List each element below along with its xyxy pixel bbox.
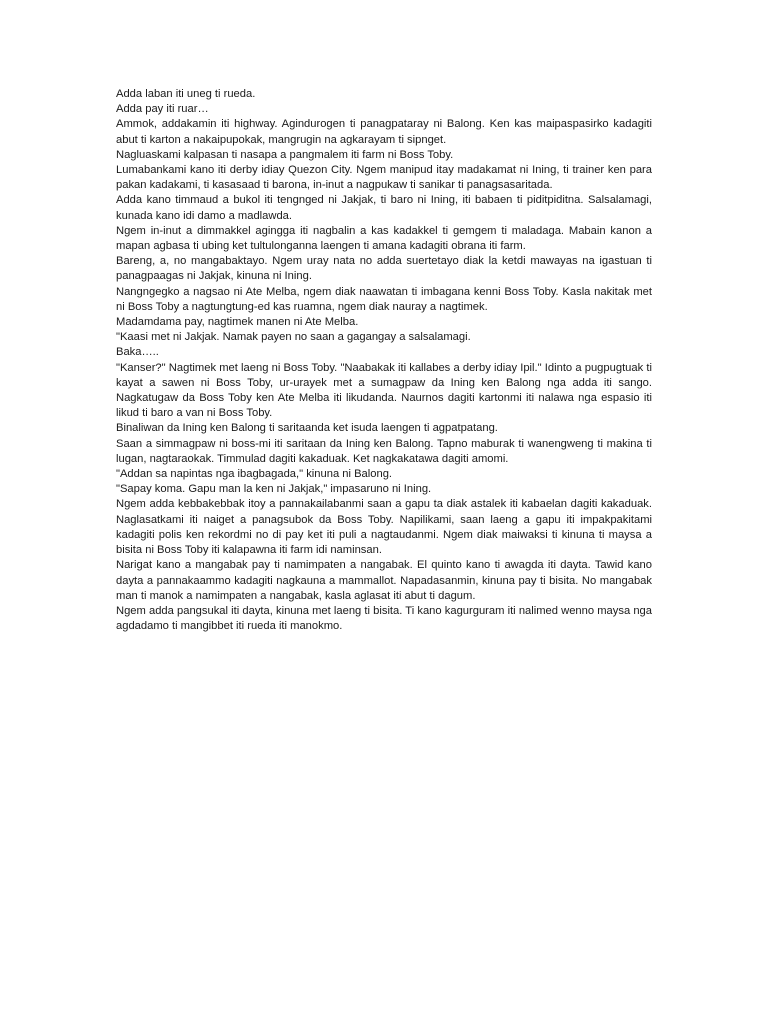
paragraph-16: "Addan sa napintas nga ibagbagada," kinuna ni Balong. [116,468,393,481]
paragraph-4: Nagluaskami kalpasan ti nasapa a pangmalem iti farm ni Boss Toby. [116,148,454,161]
document-body [116,87,652,634]
paragraph-19: Narigat kano a mangabak pay ti namimpaten a nangabak. El quinto kano ti awagda iti dayta. Tawid kano dayta a pannakaammo kadagiti nagkauna a mammallot. Napadasanmin, kinuna pay ti bisita. No mangabak man ti manok a namimpaten a nangabak, kasla aglasat iti abut ti dagum. [116,559,652,602]
paragraph-8: Bareng, a, no mangabaktayo. Ngem uray nata no adda suertetayo diak la ketdi mawayas na igastuan ti panagpaagas ni Jakjak, kinuna ni Ining. [116,255,652,283]
paragraph-3: Ammok, addakamin iti highway. Agindurogen ti panagpataray ni Balong. Ken kas maipaspasirko kadagiti abut ti karton a nakaipupokak, mangrugin na agkarayam ti sipnget. [116,118,652,146]
paragraph-17: "Sapay koma. Gapu man la ken ni Jakjak," impasaruno ni Ining. [116,483,432,496]
paragraph-1: Adda laban iti uneg ti rueda. [116,88,256,100]
paragraph-18: Ngem adda kebbakebbak itoy a pannakailabanmi saan a gapu ta diak astalek iti kabaelan dagiti kakaduak. Naglasatkami iti naiget a panagsubok da Boss Toby. Napilikami, saan laeng a gapu iti impakpakitami kadagiti polis ken rekordmi no di pay ket iti puli a nagtaudanmi. Ngem diak maiwaksi ti kinuna ti maysa a bisita ni Boss Toby iti kalapawna iti farm idi naminsan. [116,498,652,557]
paragraph-9: Nangngegko a nagsao ni Ate Melba, ngem diak naawatan ti imbagana kenni Boss Toby. Kasla nakitak met ni Boss Toby a nagtungtung-ed kas ruamna, ngem diak nauray a nagtimek. [116,285,652,313]
paragraph-12: Baka….. [116,346,159,359]
paragraph-15: Saan a simmagpaw ni boss-mi iti saritaan da Ining ken Balong. Tapno maburak ti wanengweng ti makina ti lugan, nagtaraokak. Timmulad dagiti kakaduak. Ket nagkakatawa dagiti amomi. [116,437,652,465]
paragraph-14: Binaliwan da Ining ken Balong ti saritaanda ket isuda laengen ti agpatpatang. [116,422,498,435]
paragraph-10: Madamdama pay, nagtimek manen ni Ate Melba. [116,316,359,329]
paragraph-13: "Kanser?" Nagtimek met laeng ni Boss Toby. "Naabakak iti kallabes a derby idiay Ipil." Idinto a pugpugtuak ti kayat a sawen ni Boss Toby, ur-urayek met a sumagpaw da Ining ken Balong nga adda iti sango. Nagkatugaw da Boss Toby ken Ate Melba iti likudanda. Naurnos dagiti kartonmi iti nalawa nga espasio iti likud ti baro a van ni Boss Toby. [116,361,652,420]
paragraph-20: Ngem adda pangsukal iti dayta, kinuna met laeng ti bisita. Ti kano kagurguram iti nalimed wenno maysa nga agdadamo ti mangibbet iti rueda iti manokmo. [116,604,652,633]
paragraph-6: Adda kano timmaud a bukol iti tengnged ni Jakjak, ti baro ni Ining, iti babaen ti piditpiditna. Salsalamagi, kunada kano idi damo a madlawda. [116,194,652,222]
paragraph-11: "Kaasi met ni Jakjak. Namak payen no saan a gagangay a salsalamagi. [116,331,471,344]
paragraph-2: Adda pay iti ruar… [116,103,209,116]
paragraph-5: Lumabankami kano iti derby idiay Quezon City. Ngem manipud itay madakamat ni Ining, ti trainer ken para pakan kadakami, ti kasasaad ti barona, in-inut a nagpukaw ti sanikar ti panagsasaritada. [116,164,652,192]
paragraph-7: Ngem in-inut a dimmakkel agingga iti nagbalin a kas kadakkel ti gemgem ti maladaga. Mabain kanon a mapan agbasa ti ubing ket tultulonganna laengen ti amana kadagiti obrana iti farm. [116,224,652,253]
